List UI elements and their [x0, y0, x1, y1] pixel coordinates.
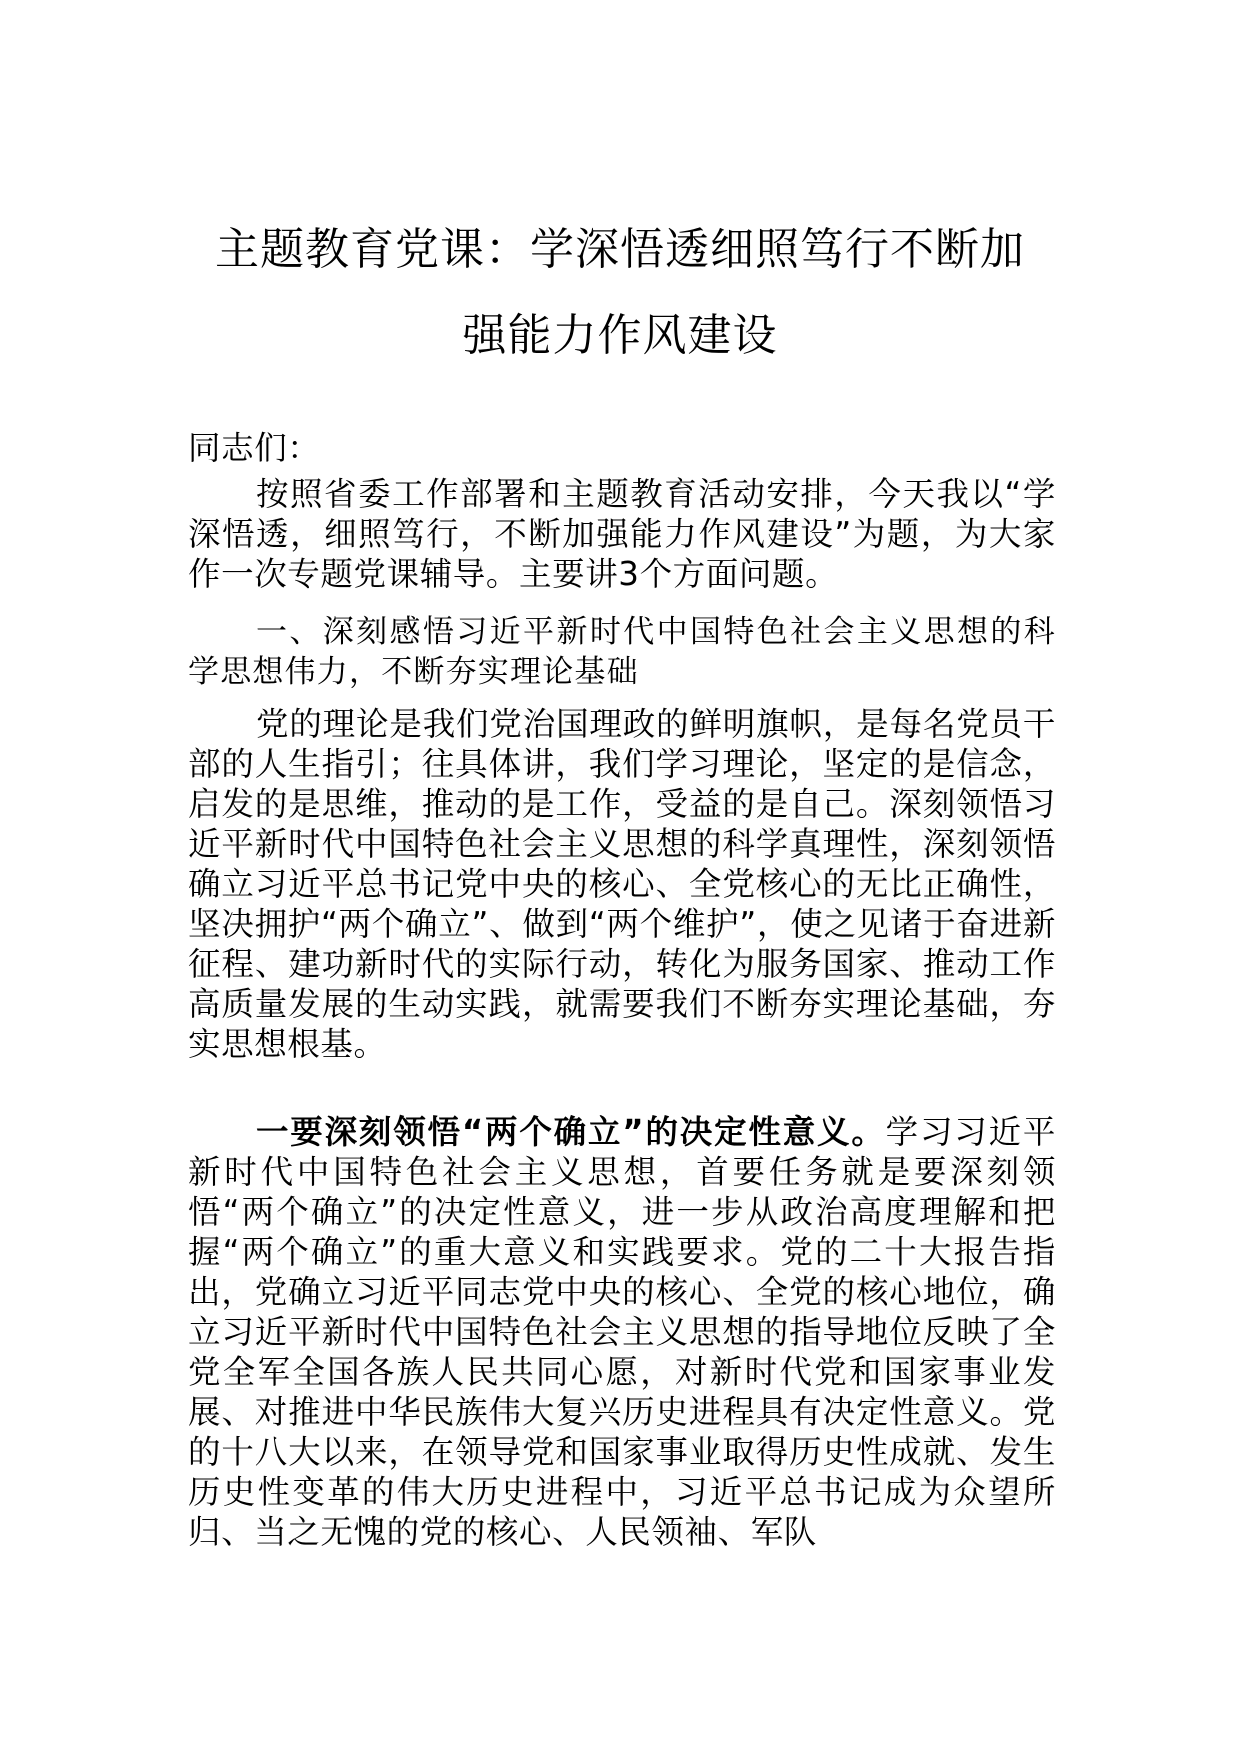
theory-paragraph: 党的理论是我们党治国理政的鲜明旗帜，是每名党员干部的人生指引；往具体讲，我们学习理论，坚定的是信念，启发的是思维，推动的是工作，受益的是自己。深刻领悟习近平新时代中国特色社会主义思想的科学真理性，深刻领悟确立习近平总书记党中央的核心、全党核心的无比正确性，坚决拥护“两个确立”、做到“两个维护”，使之见诸于奋进新征程、建功新时代的实际行动，转化为服务国家、推动工作高质量发展的生动实践，就需要我们不断夯实理论基础，夯实思想根基。: [188, 705, 1056, 1063]
section-heading-1: 一、深刻感悟习近平新时代中国特色社会主义思想的科学思想伟力，不断夯实理论基础: [188, 614, 1056, 690]
document-title-line-1: 主题教育党课：学深悟透细照笃行不断加: [215, 224, 1025, 275]
point-1-lead: 一要深刻领悟“两个确立”的决定性意义。: [256, 1113, 886, 1151]
intro-paragraph: 按照省委工作部署和主题教育活动安排，今天我以“学深悟透，细照笃行，不断加强能力作风建设”为题，为大家作一次专题党课辅导。主要讲3个方面问题。: [188, 475, 1056, 593]
document-title-line-2: 强能力作风建设: [462, 310, 778, 361]
point-1-body: 学习习近平新时代中国特色社会主义思想，首要任务就是要深刻领悟“两个确立”的决定性意义，进一步从政治高度理解和把握“两个确立”的重大意义和实践要求。党的二十大报告指出，党确立习近平同志党中央的核心、全党的核心地位，确立习近平新时代中国特色社会主义思想的指导地位反映了全党全军全国各族人民共同心愿，对新时代党和国家事业发展、对推进中华民族伟大复兴历史进程具有决定性意义。党的十八大以来，在领导党和国家事业取得历史性成就、发生历史性变革的伟大历史进程中，习近平总书记成为众望所归、当之无愧的党的核心、人民领袖、军队: [188, 1113, 1056, 1551]
greeting: 同志们：: [188, 429, 321, 467]
point-1-paragraph: [188, 1112, 1056, 1552]
